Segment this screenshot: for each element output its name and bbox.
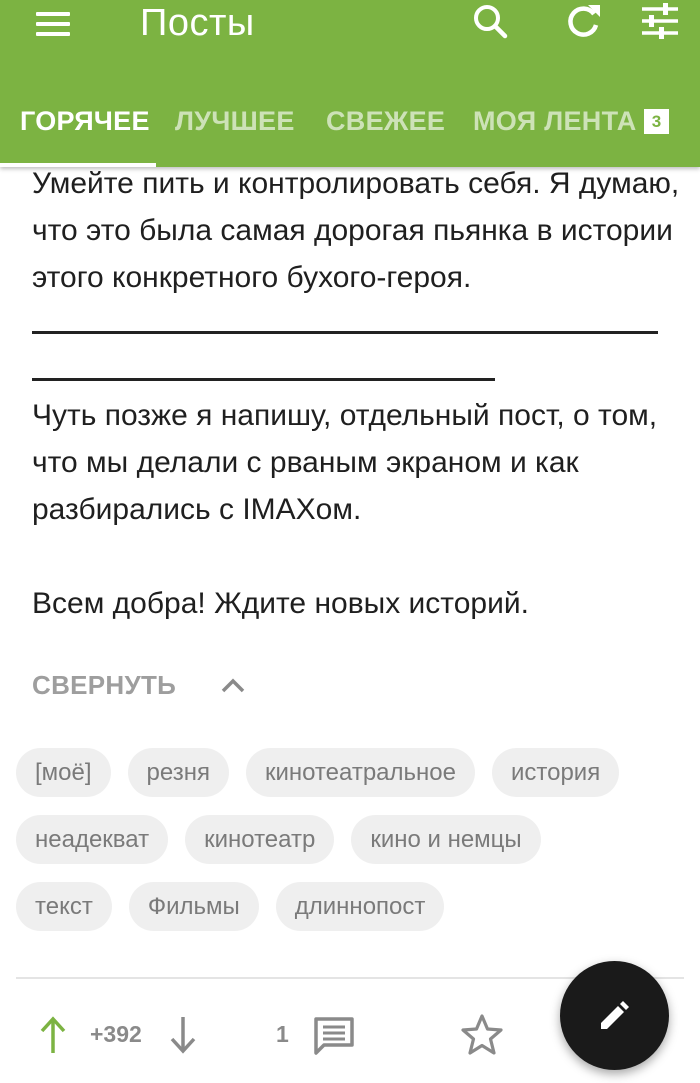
tag[interactable]: история [492,748,619,797]
tab-badge: 3 [644,109,669,134]
collapse-label: СВЕРНУТЬ [32,670,177,700]
tab-my-feed[interactable]: МОЯ ЛЕНТА [473,106,637,136]
comments-count[interactable]: 1 [276,1021,289,1047]
pencil-icon [599,1000,630,1031]
tag[interactable]: резня [128,748,229,797]
text-divider [32,378,495,381]
post-paragraph: Чуть позже я напишу, отдельный пост, о том, что мы делали с рваным экраном и как разбирались с IMAXом. [32,399,658,526]
post-score: +392 [90,1021,142,1047]
tag[interactable]: неадекват [16,815,168,864]
filter-settings-icon[interactable] [638,0,682,44]
post-paragraph: Всем добра! Ждите новых историй. [32,587,529,620]
downvote-arrow-icon[interactable] [168,1015,198,1055]
tag[interactable]: длиннопост [276,882,445,931]
comment-icon[interactable] [313,1015,355,1057]
tab-best[interactable]: ЛУЧШЕЕ [175,106,295,136]
create-post-button[interactable] [560,961,669,1070]
chevron-up-icon [218,671,248,701]
tag[interactable]: кино и немцы [351,815,540,864]
search-icon[interactable] [468,0,512,44]
tag[interactable]: кинотеатр [185,815,334,864]
star-icon[interactable] [460,1013,504,1057]
collapse-button[interactable] [32,670,248,701]
upvote-arrow-icon[interactable] [38,1015,68,1055]
app-bar [0,0,700,167]
tag[interactable]: Фильмы [129,882,259,931]
menu-icon[interactable] [36,6,72,38]
tab-bar [0,98,700,167]
tag[interactable]: [моё] [16,748,111,797]
tab-indicator [0,163,156,167]
tag[interactable]: текст [16,882,112,931]
tag[interactable]: кинотеатральное [246,748,475,797]
tag-list [16,748,696,949]
post-paragraph: Умейте пить и контролировать себя. Я думаю, что это была самая дорогая пьянка в истории этого конкретного бухого-героя. [32,167,680,294]
tab-hot[interactable]: ГОРЯЧЕЕ [20,106,150,136]
tab-fresh[interactable]: СВЕЖЕЕ [326,106,446,136]
text-divider [32,331,658,334]
page-title: Посты [140,2,255,44]
refresh-icon[interactable] [561,0,605,44]
